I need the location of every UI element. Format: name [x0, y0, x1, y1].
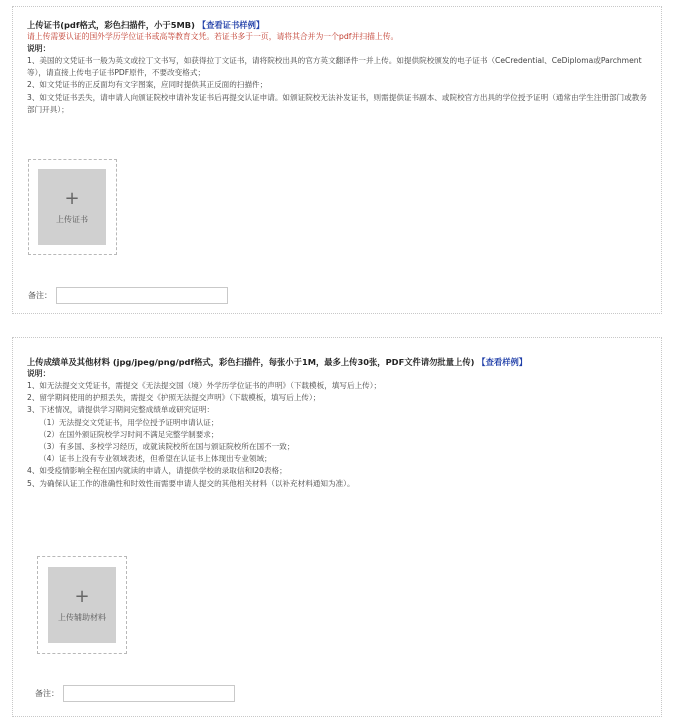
- materials-title-text: 上传成绩单及其他材料 (jpg/jpeg/png/pdf格式，彩色扫描件，每张小于1M，最多上传30张，PDF文件请勿批量上传): [27, 357, 475, 367]
- certificate-title-text: 上传证书(pdf格式，彩色扫描件，小于5MB): [27, 20, 195, 30]
- materials-remark-input[interactable]: [63, 685, 235, 702]
- materials-note-4: 4、如受疫情影响全程在国内就读的申请人，请提供学校的录取信和I20表格；: [27, 466, 287, 476]
- upload-materials-button[interactable]: [48, 567, 116, 643]
- note-2-suffix: （下载模板，填写后上传）；: [229, 393, 321, 403]
- upload-certificate-label: 上传证书: [56, 214, 88, 224]
- notes-label: 说明：: [27, 44, 51, 53]
- view-certificate-sample-link[interactable]: 【查看证书样例】: [197, 20, 265, 30]
- certificate-upload-section: [12, 6, 662, 314]
- note-1-suffix: （下载模板，填写后上传）；: [290, 381, 382, 390]
- certificate-note-2: 2、如文凭证书的正反面均有文字图案，应同时提供其正反面的扫描件；: [27, 80, 268, 90]
- certificate-note-1: 1、美国的文凭证书一般为英文或拉丁文书写，如获得拉丁文证书，请将院校出具的官方英文翻译件一并上传。如提供院校颁发的电子证书（CeCredential、CeDiploma或Parchment等），请直接上传电子证书PDF原件，不要改变格式；: [27, 56, 642, 78]
- certificate-upload-title: [27, 19, 647, 31]
- materials-upload-section: [12, 337, 662, 717]
- materials-note-3-4: （4）证书上没有专业领域表述，但希望在认证书上体现出专业领域；: [39, 454, 272, 464]
- plus-icon: +: [64, 187, 80, 209]
- certificate-note-3: 3、如文凭证书丢失，请申请人向颁证院校申请补发证书后再提交认证申请。如颁证院校无法补发证书，则需提供证书副本、或院校官方出具的学位授予证明（通常由学生注册部门或教务部门开具）；: [27, 92, 647, 114]
- materials-note-1: [27, 380, 647, 392]
- upload-materials-label: 上传辅助材料: [58, 612, 106, 622]
- remark-label: 备注：: [35, 689, 59, 698]
- materials-note-3-1: （1）无法提交文凭证书，用学位授予证明申请认证；: [39, 417, 219, 427]
- no-diploma-statement-link[interactable]: 《无法提交国（境）外学历学位证书的声明》: [138, 381, 291, 390]
- certificate-remark-input[interactable]: [56, 287, 228, 304]
- certificate-upload-frame: [28, 159, 117, 255]
- materials-upload-title: [27, 356, 647, 368]
- materials-note-5: 5、为确保认证工作的准确性和时效性而需要申请人提交的其他相关材料（以补充材料通知为准）。: [27, 478, 355, 488]
- materials-remark-row: [35, 685, 235, 702]
- passport-statement-link[interactable]: 《护照无法提交声明》: [153, 393, 230, 403]
- notes-label: 说明：: [27, 369, 51, 378]
- remark-label: 备注：: [28, 291, 52, 300]
- note-2-text: 2、留学期间使用的护照丢失，需提交: [27, 393, 154, 403]
- view-materials-sample-link[interactable]: 【查看样例】: [477, 357, 528, 367]
- materials-note-2: [27, 392, 647, 404]
- materials-note-3-2: （2）在国外颁证院校学习时间不满足完整学制要求；: [39, 429, 219, 439]
- materials-upload-frame: [37, 556, 127, 654]
- certificate-remark-row: [28, 287, 228, 304]
- materials-note-3: 3、下述情况，请提供学习期间完整成绩单或研究证明：: [27, 405, 215, 415]
- certificate-warning: 请上传需要认证的国外学历学位证书或高等教育文凭。若证书多于一页，请将其合并为一个pdf并扫描上传。: [27, 32, 399, 41]
- upload-certificate-button[interactable]: [38, 169, 106, 245]
- materials-note-3-3: （3）有多国、多校学习经历，或就读院校所在国与颁证院校所在国不一致；: [39, 442, 295, 452]
- note-1-text: 1、如无法提交文凭证书，需提交: [27, 381, 139, 390]
- plus-icon: +: [74, 585, 90, 607]
